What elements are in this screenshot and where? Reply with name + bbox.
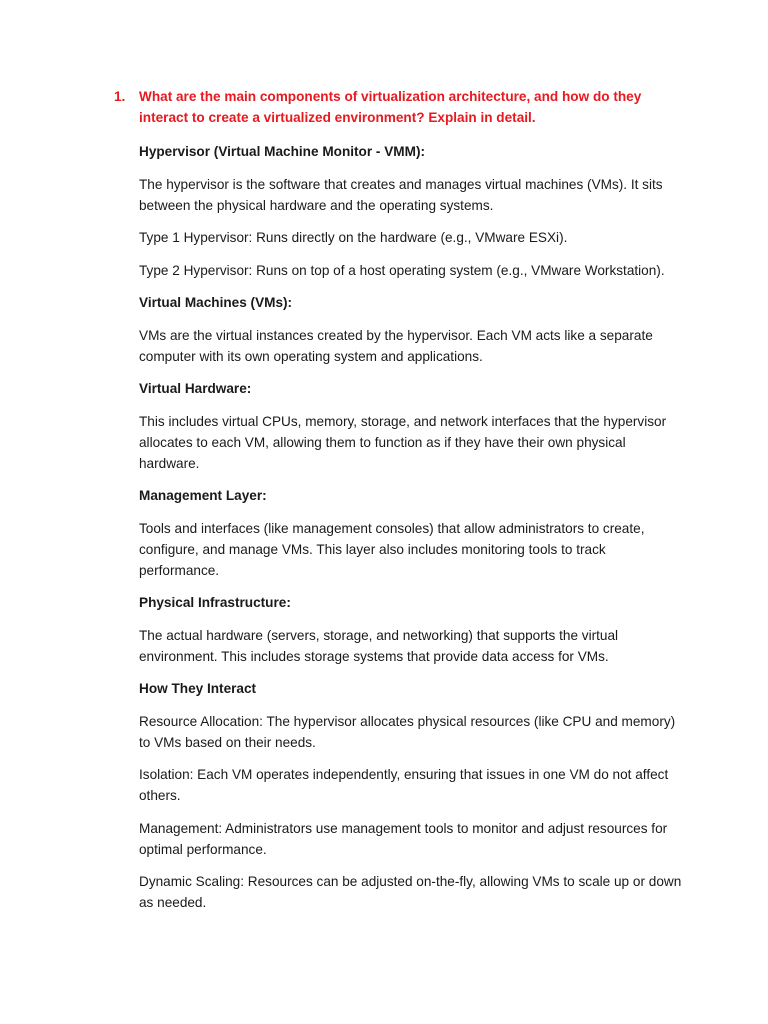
paragraph: This includes virtual CPUs, memory, storage, and network interfaces that the hypervisor allocates to each VM, allowing them to function as if they have their own physical hardware. — [139, 413, 667, 471]
paragraph: VMs are the virtual instances created by the hypervisor. Each VM acts like a separate computer with its own operating system and applications. — [139, 327, 653, 364]
paragraph: Resource Allocation: The hypervisor allocates physical resources (like CPU and memory) to VMs based on their needs. — [139, 713, 676, 750]
paragraph: The hypervisor is the software that creates and manages virtual machines (VMs). It sits between the physical hardware and the operating systems. — [139, 176, 663, 213]
question-number: 1. — [114, 89, 126, 104]
question-item — [114, 86, 674, 128]
answer-body — [139, 141, 684, 925]
paragraph: Dynamic Scaling: Resources can be adjusted on-the-fly, allowing VMs to scale up or down as needed. — [139, 874, 682, 910]
question-text: What are the main components of virtualization architecture, and how do they interact to create a virtualized environment? Explain in detail. — [139, 89, 642, 125]
section-heading-hypervisor: Hypervisor (Virtual Machine Monitor - VMM): — [139, 144, 425, 159]
paragraph: The actual hardware (servers, storage, and networking) that supports the virtual environment. This includes storage systems that provide data access for VMs. — [139, 627, 619, 664]
paragraph: Isolation: Each VM operates independently, ensuring that issues in one VM do not affect others. — [139, 767, 669, 803]
section-heading-virtual-hardware: Virtual Hardware: — [139, 381, 252, 396]
section-heading-management-layer: Management Layer: — [139, 488, 267, 503]
paragraph: Tools and interfaces (like management consoles) that allow administrators to create, configure, and manage VMs. This layer also includes monitoring tools to track performance. — [139, 520, 645, 578]
section-heading-how-they-interact: How They Interact — [139, 681, 257, 696]
paragraph: Type 2 Hypervisor: Runs on top of a host operating system (e.g., VMware Workstation). — [139, 262, 665, 278]
paragraph: Type 1 Hypervisor: Runs directly on the hardware (e.g., VMware ESXi). — [139, 230, 568, 245]
section-heading-physical-infrastructure: Physical Infrastructure: — [139, 595, 291, 610]
section-heading-virtual-machines: Virtual Machines (VMs): — [139, 295, 293, 310]
paragraph: Management: Administrators use management tools to monitor and adjust resources for optimal performance. — [139, 820, 668, 857]
